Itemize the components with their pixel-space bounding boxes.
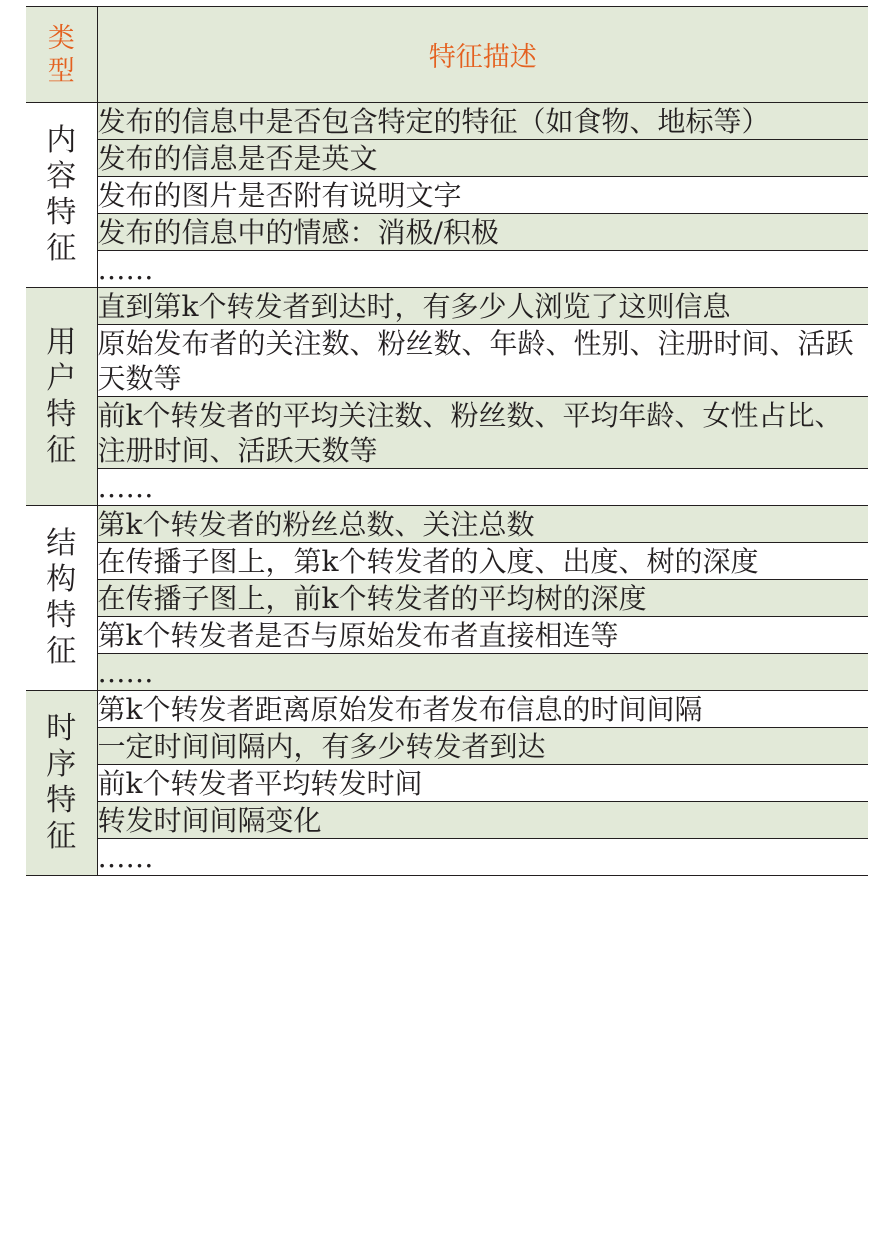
feature-description: 第k个转发者是否与原始发布者直接相连等 (97, 617, 868, 654)
feature-description: 发布的图片是否附有说明文字 (97, 177, 868, 214)
feature-description: 在传播子图上，前k个转发者的平均树的深度 (97, 580, 868, 617)
feature-ellipsis: …… (97, 251, 868, 288)
category-structure: 结构特征 (26, 506, 97, 691)
header-description: 特征描述 (97, 7, 868, 103)
feature-description: 前k个转发者的平均关注数、粉丝数、平均年龄、女性占比、注册时间、活跃天数等 (97, 397, 868, 469)
feature-ellipsis: …… (97, 469, 868, 506)
feature-description: 在传播子图上，第k个转发者的入度、出度、树的深度 (97, 543, 868, 580)
table-row (26, 140, 868, 177)
table-row (26, 654, 868, 691)
table-row (26, 214, 868, 251)
header-type: 类型 (26, 7, 97, 103)
table-row (26, 691, 868, 728)
category-temporal: 时序特征 (26, 691, 97, 876)
table-row (26, 839, 868, 876)
table-row (26, 543, 868, 580)
table-row (26, 728, 868, 765)
table-row (26, 177, 868, 214)
feature-description: 前k个转发者平均转发时间 (97, 765, 868, 802)
feature-description: 原始发布者的关注数、粉丝数、年龄、性别、注册时间、活跃天数等 (97, 325, 868, 397)
feature-description: 第k个转发者距离原始发布者发布信息的时间间隔 (97, 691, 868, 728)
feature-description: 一定时间间隔内，有多少转发者到达 (97, 728, 868, 765)
feature-ellipsis: …… (97, 839, 868, 876)
category-content: 内容特征 (26, 103, 97, 288)
table-row (26, 251, 868, 288)
feature-description: 发布的信息是否是英文 (97, 140, 868, 177)
feature-description: 发布的信息中的情感：消极/积极 (97, 214, 868, 251)
feature-description: 直到第k个转发者到达时，有多少人浏览了这则信息 (97, 288, 868, 325)
table-row (26, 397, 868, 469)
feature-description: 第k个转发者的粉丝总数、关注总数 (97, 506, 868, 543)
feature-ellipsis: …… (97, 654, 868, 691)
table-row (26, 469, 868, 506)
table-row (26, 288, 868, 325)
table-row (26, 103, 868, 140)
feature-table (26, 6, 868, 876)
table-row (26, 506, 868, 543)
table-row (26, 617, 868, 654)
table-row (26, 580, 868, 617)
category-user: 用户特征 (26, 288, 97, 506)
feature-description: 发布的信息中是否包含特定的特征（如食物、地标等） (97, 103, 868, 140)
header-row (26, 7, 868, 103)
table-row (26, 325, 868, 397)
feature-description: 转发时间间隔变化 (97, 802, 868, 839)
table-row (26, 802, 868, 839)
table-row (26, 765, 868, 802)
